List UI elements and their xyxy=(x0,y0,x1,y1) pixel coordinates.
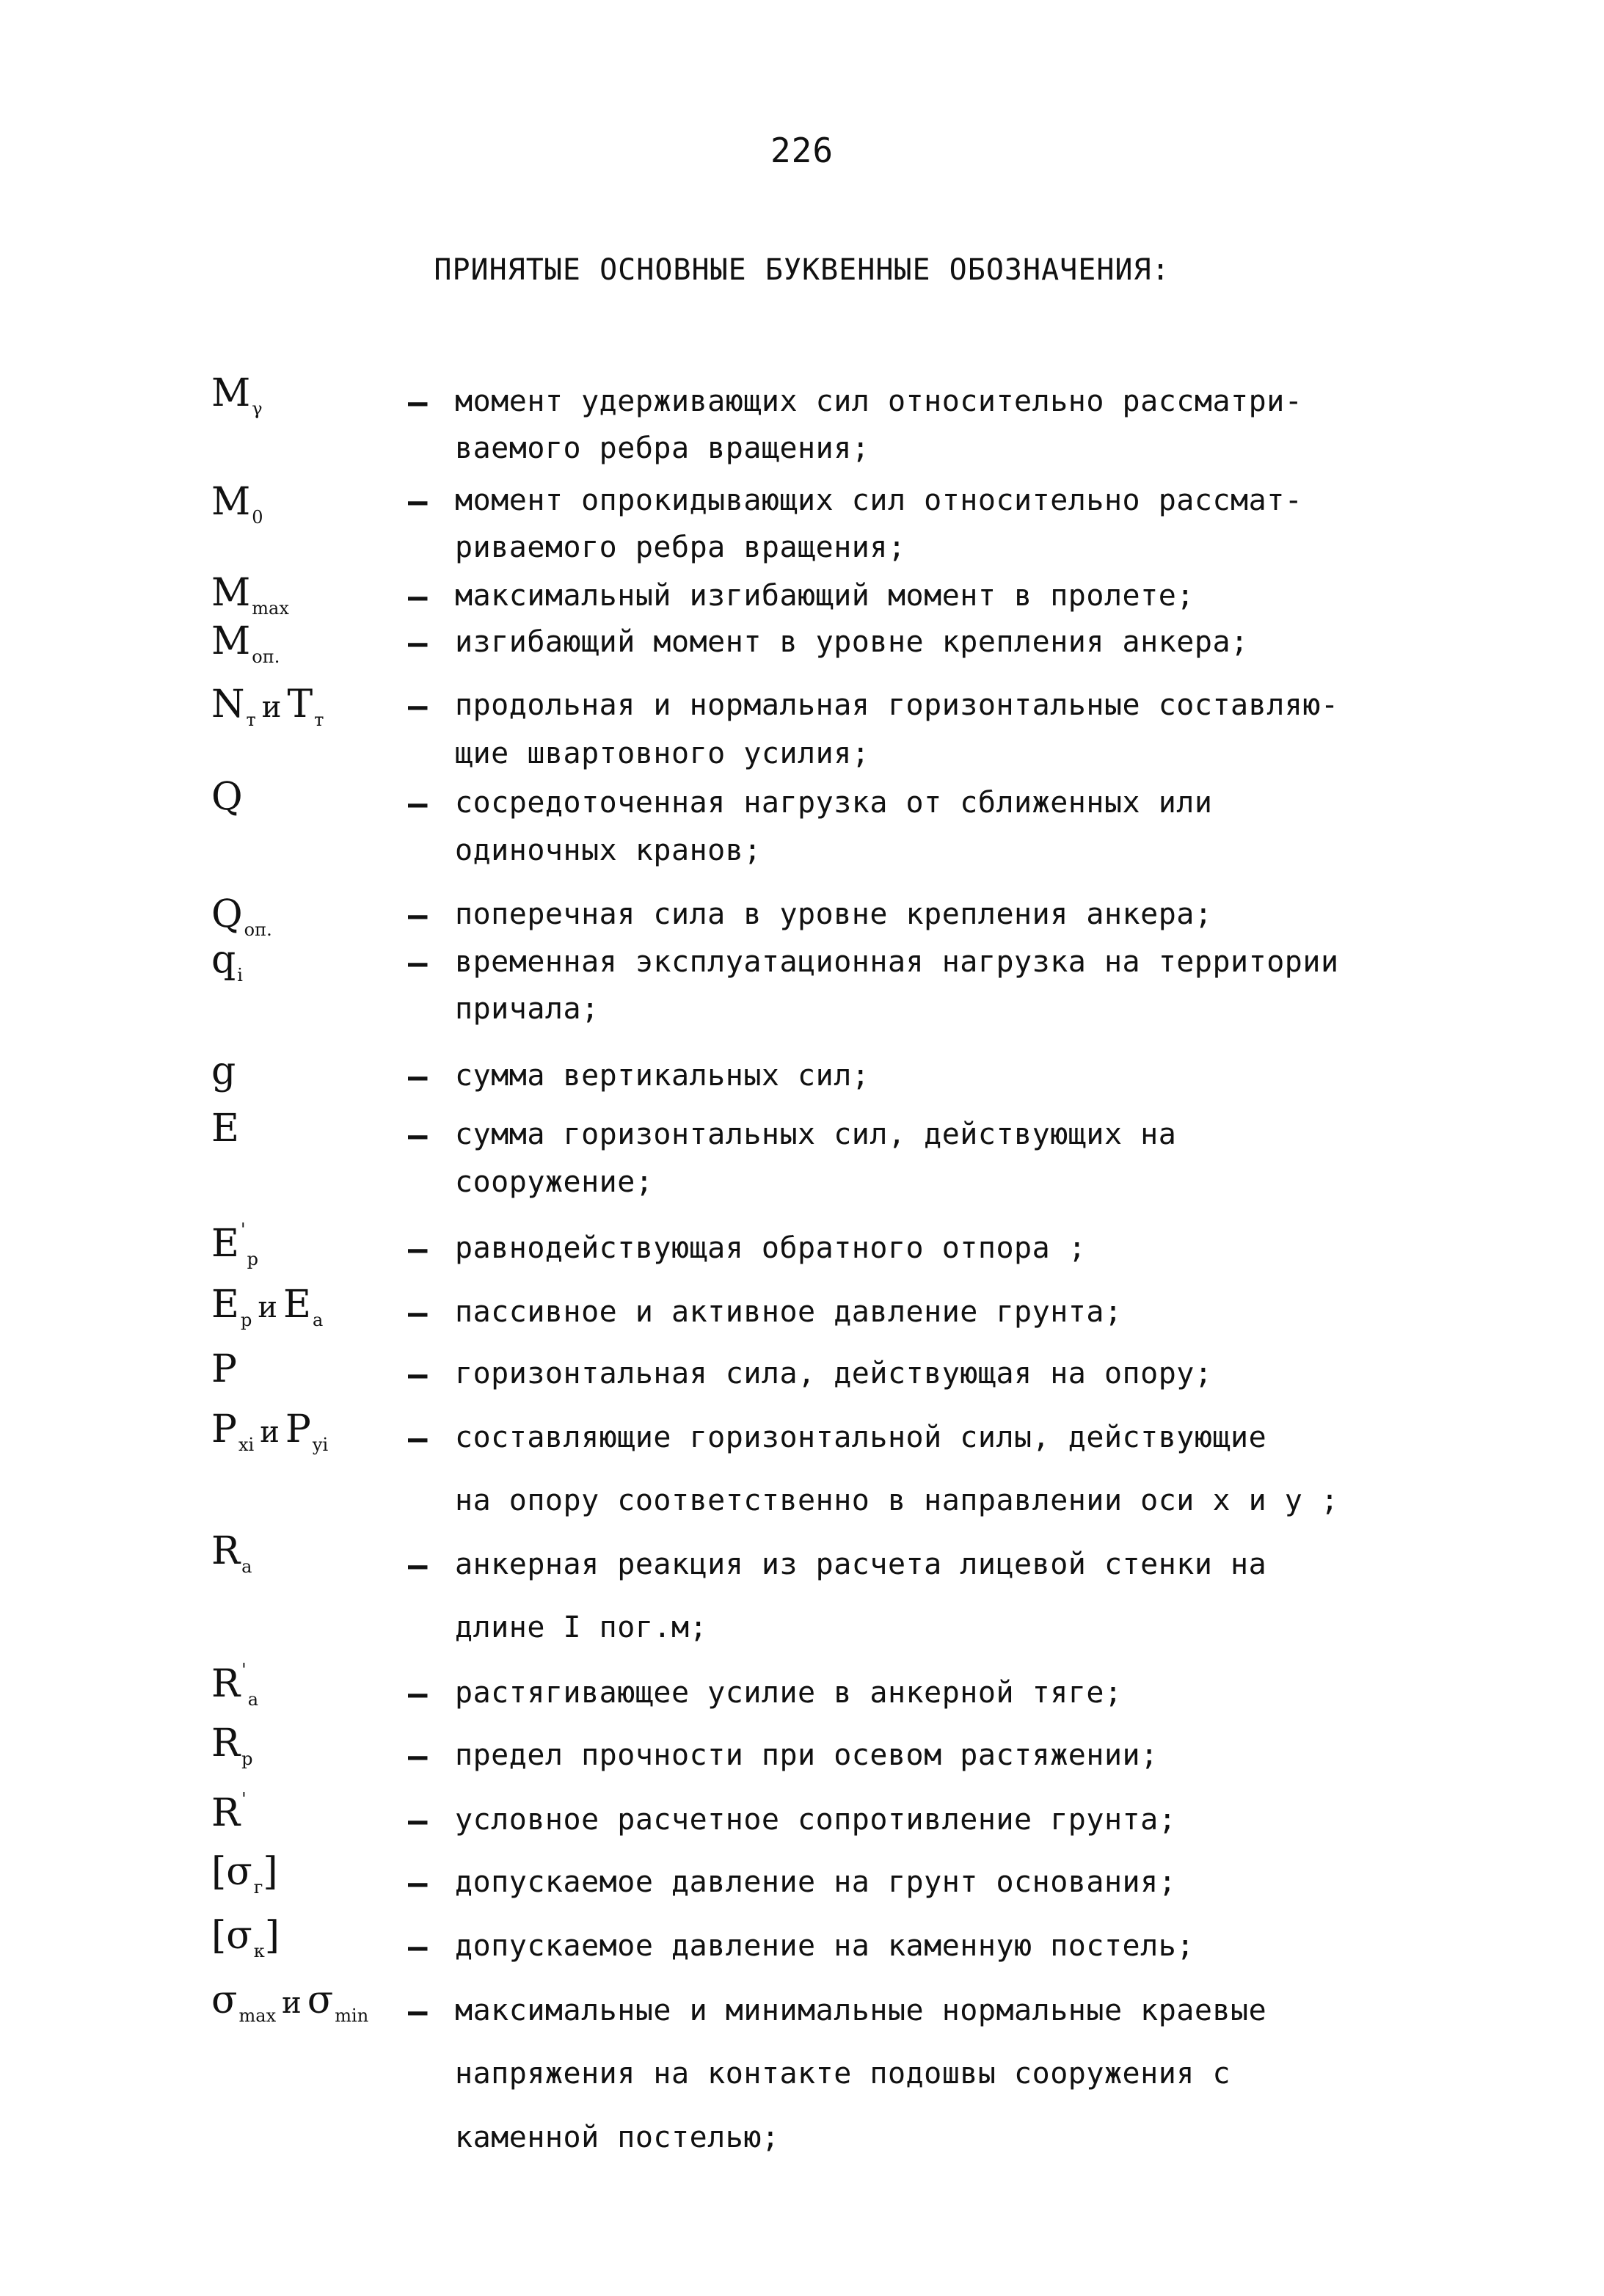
definition-line: риваемого ребра вращения; xyxy=(455,531,906,564)
definition-dash: – xyxy=(408,1058,428,1096)
symbol-r-prime-a: $R'_a$ xyxy=(211,1660,259,1710)
definition-dash: – xyxy=(408,1547,428,1584)
definition-line: пассивное и активное давление грунта; xyxy=(455,1295,1123,1329)
definition-line: сосредоточенная нагрузка от сближенных или xyxy=(455,786,1213,820)
symbol-p: P xyxy=(211,1347,237,1391)
symbol-q-capital: Q xyxy=(211,775,243,819)
definition-dash: – xyxy=(408,384,428,421)
definition-line: момент опрокидывающих сил относительно рассмат- xyxy=(455,484,1303,517)
definition-dash: – xyxy=(408,897,428,934)
definition-dash: – xyxy=(408,483,428,520)
symbol-sigma-g-bracketed: $[\sigma_г]$ xyxy=(211,1850,278,1898)
definition-line: сооружение; xyxy=(455,1165,654,1199)
definition-dash: – xyxy=(408,1117,428,1154)
definition-line: анкерная реакция из расчета лицевой стенки на xyxy=(455,1548,1267,1581)
symbol-sigma-k-bracketed: $[\sigma_к]$ xyxy=(211,1914,280,1961)
symbol-p-xi-and-p-yi: $P_{xi}$ и $P_{yi}$ xyxy=(211,1407,329,1455)
symbol-g: g xyxy=(211,1049,236,1093)
definition-line: горизонтальная сила, действующая на опору; xyxy=(455,1357,1213,1391)
symbol-m-zero: $M_0$ xyxy=(211,480,263,528)
symbol-r-prime: R' xyxy=(211,1789,247,1835)
definition-line: напряжения на контакте подошвы сооружения с xyxy=(455,2057,1231,2091)
definition-line: допускаемое давление на каменную постель; xyxy=(455,1929,1195,1963)
definition-dash: – xyxy=(408,1993,428,2030)
definition-dash: – xyxy=(408,1231,428,1268)
symbol-sigma-max-and-min: $\sigma_{max}$ и $\sigma_{min}$ xyxy=(211,1978,369,2026)
definition-dash: – xyxy=(408,1802,428,1840)
definition-line: продольная и нормальная горизонтальные составляю- xyxy=(455,688,1339,722)
definition-dash: – xyxy=(408,1928,428,1966)
symbol-r-a: $R_a$ xyxy=(211,1529,252,1577)
definition-dash: – xyxy=(408,1865,428,1902)
symbol-r-p: $R_p$ xyxy=(211,1721,253,1769)
page-number: 226 xyxy=(770,131,834,170)
definition-dash: – xyxy=(408,1294,428,1332)
symbol-n-t-and-t-t: $N_т$ и $T_т$ xyxy=(211,682,324,730)
symbol-e-prime-p: $E'_p$ xyxy=(211,1220,258,1269)
symbol-e: E xyxy=(211,1107,239,1151)
symbol-m-max: $M_{max}$ xyxy=(211,571,289,619)
definition-line: предел прочности при осевом растяжении; xyxy=(455,1738,1159,1772)
definition-line: щие швартовного усилия; xyxy=(455,737,870,770)
definition-line: поперечная сила в уровне крепления анкера; xyxy=(455,897,1213,931)
definition-dash: – xyxy=(408,785,428,823)
definition-dash: – xyxy=(408,1738,428,1775)
definition-line: на опору соответственно в направлении оси x и y ; xyxy=(455,1484,1339,1517)
symbol-m-gamma: $M_\gamma$ xyxy=(211,371,263,419)
symbol-m-op: $M_{оп.}$ xyxy=(211,619,280,667)
definition-line: временная эксплуатационная нагрузка на территории xyxy=(455,945,1339,979)
definition-line: равнодействующая обратного отпора ; xyxy=(455,1231,1087,1265)
definition-dash: – xyxy=(408,1356,428,1393)
definition-line: длине I пог.м; xyxy=(455,1611,708,1644)
definition-line: момент удерживающих сил относительно рассматри- xyxy=(455,385,1303,418)
definition-line: растягивающее усилие в анкерной тяге; xyxy=(455,1676,1123,1710)
definition-line: изгибающий момент в уровне крепления анкера; xyxy=(455,625,1249,659)
definition-line: одиночных кранов; xyxy=(455,834,762,867)
definition-line: сумма вертикальных сил; xyxy=(455,1059,870,1093)
definition-line: максимальные и минимальные нормальные краевые xyxy=(455,1994,1267,2027)
definition-dash: – xyxy=(408,578,428,616)
definition-dash: – xyxy=(408,1420,428,1457)
definition-line: ваемого ребра вращения; xyxy=(455,431,870,465)
definition-dash: – xyxy=(408,624,428,662)
definition-line: максимальный изгибающий момент в пролете; xyxy=(455,579,1195,613)
definition-dash: – xyxy=(408,1675,428,1713)
definition-line: допускаемое давление на грунт основания; xyxy=(455,1865,1177,1899)
symbol-e-p-and-e-a: $E_p$ и $E_a$ xyxy=(211,1283,324,1330)
definition-dash: – xyxy=(408,688,428,725)
symbol-q-op: $Q_{оп.}$ xyxy=(211,892,272,940)
definition-line: причала; xyxy=(455,992,599,1026)
definition-line: составляющие горизонтальной силы, действующие xyxy=(455,1421,1267,1454)
definition-line: сумма горизонтальных сил, действующих на xyxy=(455,1118,1177,1151)
definition-dash: – xyxy=(408,944,428,982)
definition-line: условное расчетное сопротивление грунта; xyxy=(455,1803,1177,1837)
definition-line: каменной постелью; xyxy=(455,2121,780,2154)
symbol-q-i: $q_i$ xyxy=(211,938,243,985)
page-heading: ПРИНЯТЫЕ ОСНОВНЫЕ БУКВЕННЫЕ ОБОЗНАЧЕНИЯ: xyxy=(434,253,1170,287)
